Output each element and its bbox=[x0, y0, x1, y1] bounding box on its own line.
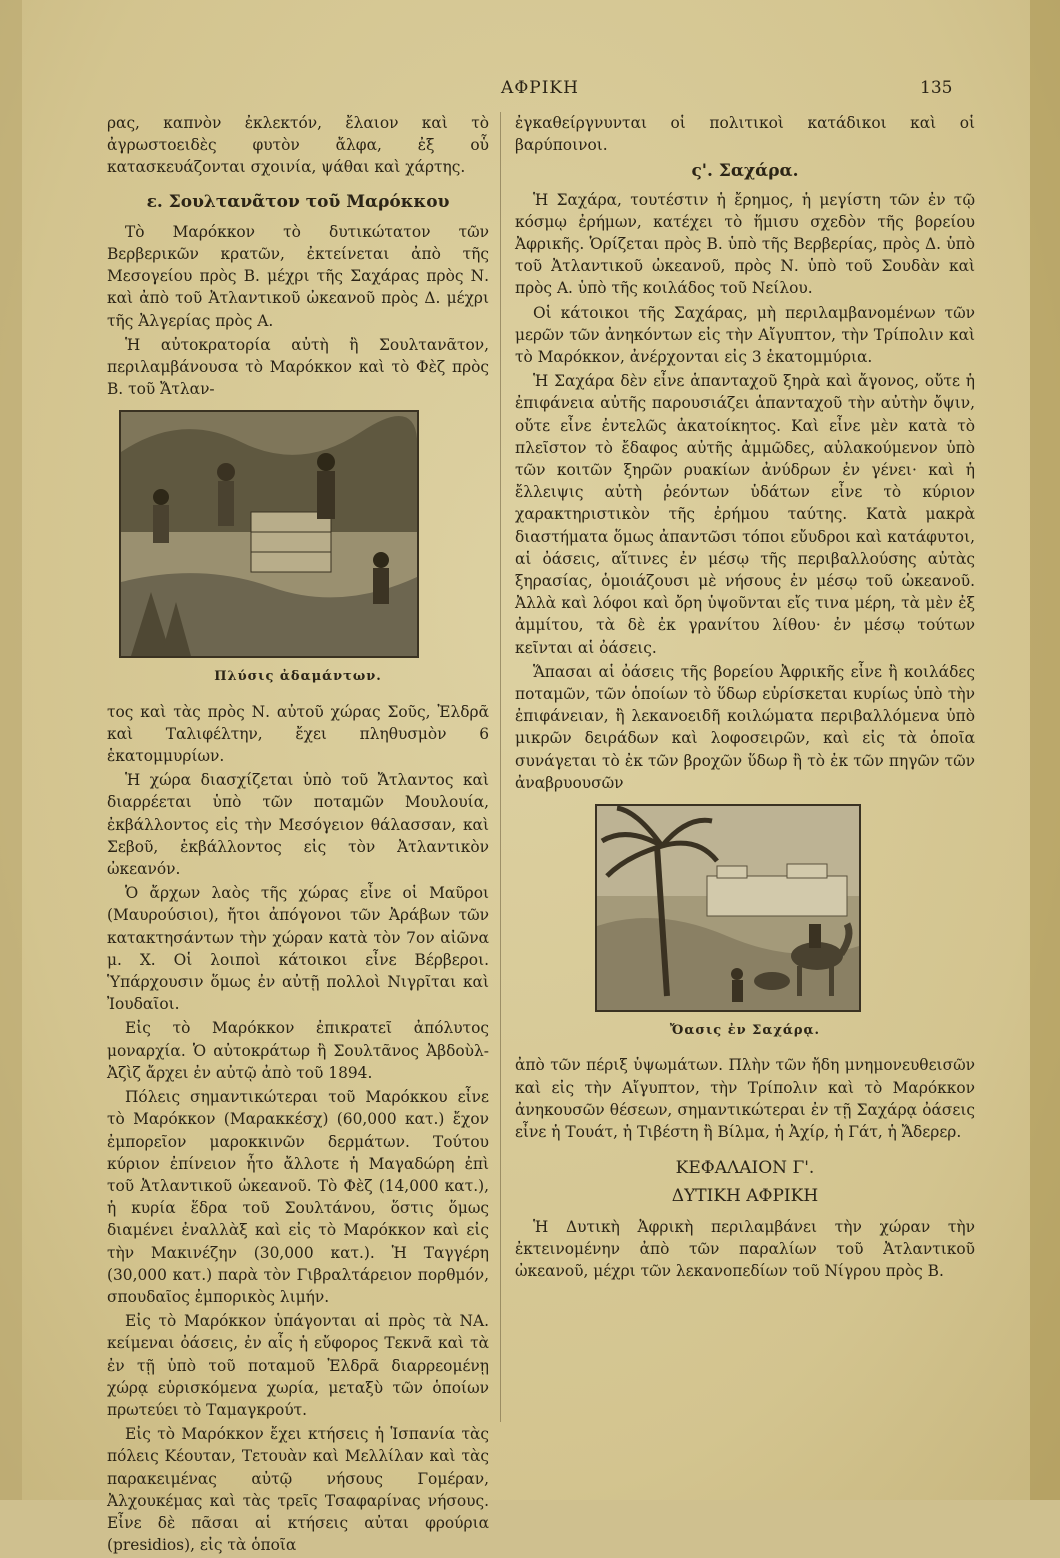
paragraph: Ἡ Δυτικὴ Ἀφρικὴ περιλαμβάνει τὴν χώραν τὴν ἐκτεινομένην ἀπὸ τῶν παραλίων τοῦ Ἀτλαντικοῦ ὠκεανοῦ, μέχρι τῶν λεκανοπεδίων τοῦ Νίγρου πρὸς Β. bbox=[515, 1217, 975, 1280]
right-column bbox=[515, 112, 975, 1284]
page-number: 135 bbox=[920, 78, 953, 98]
paragraph: Ἅπασαι αἱ ὀάσεις τῆς βορείου Ἀφρικῆς εἶνε ἢ κοιλάδες ποταμῶν, τῶν ὁποίων τὸ ὕδωρ εὑρίσκεται κυρίως ὑπὸ τὴν ἐπιφάνειαν, ἢ λεκανοειδῆ κοιλώματα περιβαλλόμενα ὑπὸ μικρῶν δειράδων καὶ λοφοσειρῶν, καὶ εἰς τὰ ὁποῖα συνάγεται τὸ ἐκ τῶν βροχῶν ὕδωρ ἢ τὸ ἐκ τῶν πηγῶν τῶν ἀναβρυουσῶν bbox=[515, 662, 975, 792]
paragraph: ἐγκαθείργνυνται οἱ πολιτικοὶ κατάδικοι καὶ οἱ βαρύποινοι. bbox=[515, 114, 975, 155]
paragraph: Ἡ Σαχάρα δὲν εἶνε ἁπανταχοῦ ξηρὰ καὶ ἄγονος, οὔτε ἡ ἐπιφάνεια αὐτῆς παρουσιάζει ἁπανταχοῦ τὴν αὐτὴν ὄψιν, οὔτε εἶνε ἐντελῶς ἀκατοίκητος. Καὶ εἶνε μὲν κατὰ τὸ πλεῖστον τὸ ἔδαφος αὐτῆς ἀμμῶδες, αὐλακούμενον ὑπὸ τῶν κοιτῶν ξηρῶν ρυακίων ἀνύδρων ἐν γένει· καὶ ἡ ἔλλειψις αὐτὴ ῥεόντων ὑδάτων εἶνε τὸ κύριον χαρακτηριστικὸν τῆς ἐρήμου ταύτης. Κατὰ μακρὰ διαστήματα ὅμως ἀπαντῶσι τόποι εὔυδροι καὶ κατάφυτοι, αἱ ὀάσεις, αἵτινες ἐν μέσῳ τῆς περιβαλλούσης αὐτὰς ξηρασίας, ὁμοιάζουσι μὲ νήσους ἐν μέσῳ τοῦ ὠκεανοῦ. Ἀλλὰ καὶ λόφοι καὶ ὄρη ὑψοῦνται εἴς τινα μέρη, τὰ μὲν ἐξ ἀμμίτου, τὰ δὲ ἐκ γρανίτου λίθου· ἐν μέσῳ τούτων κεῖνται αἱ ὀάσεις. bbox=[515, 372, 975, 657]
diamond-washing-illustration bbox=[119, 410, 419, 658]
page-right-edge bbox=[1030, 0, 1060, 1500]
paragraph: ρας, καπνὸν ἐκλεκτόν, ἔλαιον καὶ τὸ ἀγρωστοειδὲς φυτὸν ἄλφα, ἐξ οὗ κατασκευάζονται σχοινία, ψάθαι καὶ χάρτης. bbox=[107, 114, 489, 177]
paragraph: τος καὶ τὰς πρὸς Ν. αὐτοῦ χώρας Σοῦς, Ἐλδρᾶ καὶ Ταλιφέλτην, ἔχει πληθυσμὸν 6 ἑκατομμυρίων. bbox=[107, 702, 489, 766]
section-title: ε. Σουλτανᾶτον τοῦ Μαρόκκου bbox=[146, 191, 450, 212]
paragraph: Εἰς τὸ Μαρόκκον ὑπάγονται αἱ πρὸς τὰ ΝΑ. κείμεναι ὀάσεις, ἐν αἷς ἡ εὔφορος Τεκνᾶ καὶ τὰ ἐν τῇ ὑπὸ τοῦ ποταμοῦ Ἐλδρᾶ διαρρεομένῃ χώρᾳ εὑρισκόμενα χωρία, μεταξὺ τῶν ὁποίων πρωτεύει τὸ Ταμαγκρούτ. bbox=[107, 1312, 489, 1419]
sahara-oasis-illustration bbox=[595, 804, 861, 1012]
page-header bbox=[0, 78, 1060, 106]
paragraph: Τὸ Μαρόκκον τὸ δυτικώτατον τῶν Βερβερικῶν κρατῶν, ἐκτείνεται ἀπὸ τῆς Μεσογείου πρὸς Β. μέχρι τῆς Σαχάρας πρὸς Ν. καὶ ἀπὸ τοῦ Ἀτλαντικοῦ ὠκεανοῦ πρὸς Δ. μέχρι τῆς Ἀλγερίας πρὸς Α. bbox=[107, 222, 489, 330]
running-title: ΑΦΡΙΚΗ bbox=[501, 78, 579, 98]
paragraph: Εἰς τὸ Μαρόκκον ἔχει κτήσεις ἡ Ἱσπανία τὰς πόλεις Κέουταν, Τετουὰν καὶ Μελλίλαν καὶ τὰς παρακειμένας αὐτῷ νήσους Γομέραν, Ἀλχουκέμας καὶ τὰς τρεῖς Τσαφαρίνας νήσους. Εἶνε δὲ πᾶσαι αἱ κτήσεις αὐται φρούρια (presidios), εἰς τὰ ὁποῖα bbox=[107, 1425, 489, 1555]
paragraph: Ἡ χώρα διασχίζεται ὑπὸ τοῦ Ἄτλαντος καὶ διαρρέεται ὑπὸ τῶν ποταμῶν Μουλουία, ἐκβάλλοντος εἰς τὴν Μεσόγειον θάλασσαν, καὶ Σεβοῦ, ἐκβάλλοντος εἰς τὸν Ἀτλαντικὸν ὠκεανόν. bbox=[107, 771, 489, 879]
paragraph: Ἡ Σαχάρα, τουτέστιν ἡ ἔρημος, ἡ μεγίστη τῶν ἐν τῷ κόσμῳ ἐρήμων, κατέχει τὸ ἥμισυ σχεδὸν τῆς βορείου Ἀφρικῆς. Ὁρίζεται πρὸς Β. ὑπὸ τῆς Βερβερίας, πρὸς Δ. ὑπὸ τοῦ Ἀτλαντικοῦ ὠκεανοῦ, πρὸς Ν. ὑπὸ τοῦ Σουδὰν καὶ πρὸς Α. ὑπὸ τῆς κοιλάδος τοῦ Νείλου. bbox=[515, 190, 975, 298]
paragraph: Ἡ αὐτοκρατορία αὐτὴ ἢ Σουλτανᾶτον, περιλαμβάνουσα τὸ Μαρόκκον καὶ τὸ Φὲζ πρὸς Β. τοῦ Ἄτλαν- bbox=[107, 335, 489, 399]
column-divider bbox=[500, 112, 501, 1422]
figure-caption: Ὄασις ἐν Σαχάρᾳ. bbox=[669, 1023, 821, 1039]
paragraph: Πόλεις σημαντικώτεραι τοῦ Μαρόκκου εἶνε τὸ Μαρόκκον (Μαρακκέσχ) (60,000 κατ.) ἔχον ἐμπορεῖον μαροκκινῶν δερμάτων. Τούτου κύριον ἐπίνειον ἦτο ἄλλοτε ἡ Μαγαδώρη ἐπὶ τοῦ Ἀτλαντικοῦ ὠκεανοῦ. Τὸ Φὲζ (14,000 κατ.), ἡ κυρία ἕδρα τοῦ Σουλτάνου, ὅστις ὅμως διαμένει ἐναλλὰξ καὶ εἰς τὸ Μαρόκκον καὶ εἰς τὴν Μακινέζην (30,000 κατ.). Ἡ Ταγγέρη (30,000 κατ.) παρὰ τὸν Γιβραλτάρειον πορθμόν, σπουδαῖος ἐμπορικὸς λιμήν. bbox=[107, 1088, 489, 1306]
figure-caption: Πλύσις ἀδαμάντων. bbox=[214, 669, 382, 685]
paragraph: Εἰς τὸ Μαρόκκον ἐπικρατεῖ ἀπόλυτος μοναρχία. Ὁ αὐτοκράτωρ ἢ Σουλτᾶνος Ἀβδοὺλ-Ἀζὶζ ἄρχει ἐν αὐτῷ ἀπὸ τοῦ 1894. bbox=[107, 1019, 489, 1082]
section-title: ς'. Σαχάρα. bbox=[691, 161, 799, 182]
chapter-title: ΚΕΦΑΛΑΙΟΝ Γ'. bbox=[675, 1158, 815, 1179]
paragraph: Ὁ ἄρχων λαὸς τῆς χώρας εἶνε οἱ Μαῦροι (Μαυρούσιοι), ἤτοι ἀπόγονοι τῶν Ἀράβων τῶν κατακτησάντων τὴν χώραν κατὰ τὸν 7ον αἰῶνα μ. Χ. Οἱ λοιποὶ κάτοικοι εἶνε Βέρβεροι. Ὑπάρχουσιν ὅμως ἐν αὐτῇ πολλοὶ Νιγρῖται καὶ Ἰουδαῖοι. bbox=[107, 884, 489, 1014]
paragraph: ἀπὸ τῶν πέριξ ὑψωμάτων. Πλὴν τῶν ἤδη μνημονευθεισῶν καὶ εἰς τὴν Αἴγυπτον, τὴν Τρίπολιν καὶ τὸ Μαρόκκον ἀνηκουσῶν θέσεων, σημαντικώτεραι ἐν τῇ Σαχάρᾳ ὀάσεις εἶνε ἡ Τουάτ, ἡ Τιβέστη ἢ Βίλμα, ἡ Ἀχίρ, ἡ Γάτ, ἡ Ἄδερερ. bbox=[515, 1056, 975, 1141]
page-left-edge bbox=[0, 0, 22, 1500]
left-column bbox=[107, 112, 489, 1558]
paragraph: Οἱ κάτοικοι τῆς Σαχάρας, μὴ περιλαμβανομένων τῶν μερῶν τῶν ἀνηκόντων εἰς τὴν Αἴγυπτον, τὴν Τρίπολιν καὶ τὸ Μαρόκκον, ἀνέρχονται εἰς 3 ἑκατομμύρια. bbox=[515, 303, 975, 367]
chapter-subtitle: ΔΥΤΙΚΗ ΑΦΡΙΚΗ bbox=[671, 1186, 819, 1207]
